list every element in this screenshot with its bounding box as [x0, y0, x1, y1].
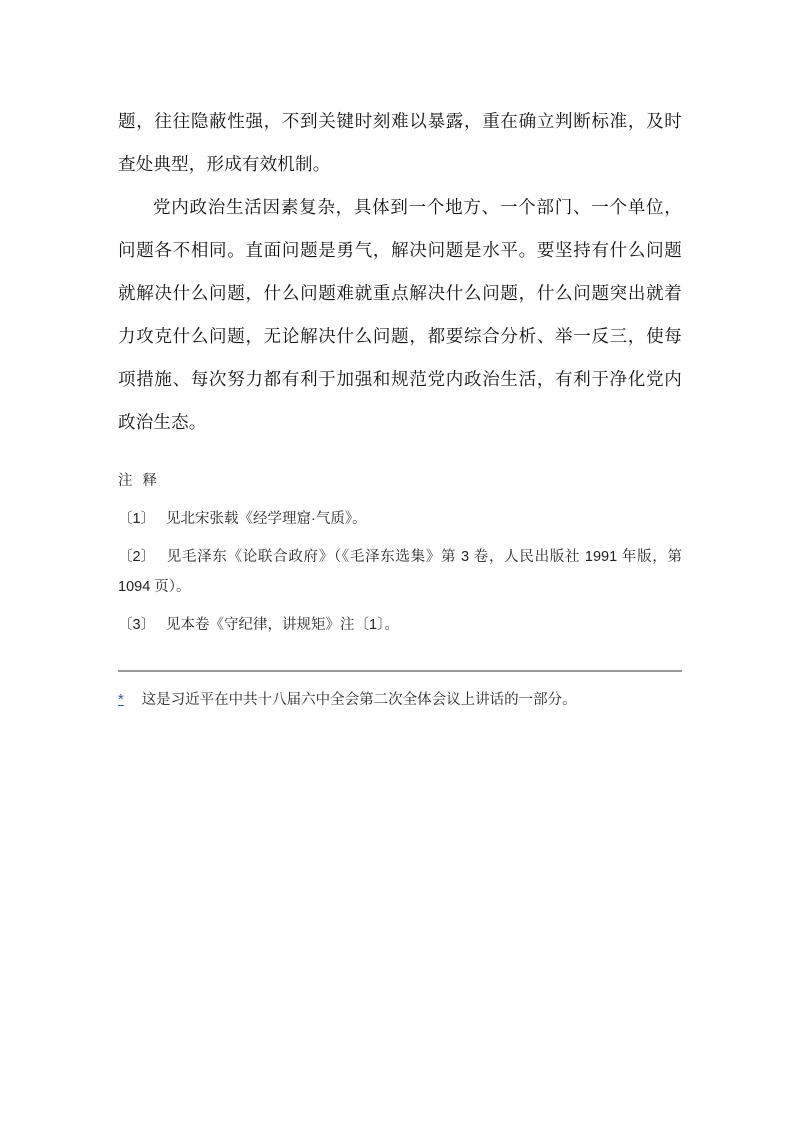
- footnote-divider: [118, 670, 682, 672]
- footnote-text: 这是习近平在中共十八届六中全会第二次全体会议上讲话的一部分。: [141, 692, 577, 708]
- note-item: [118, 610, 682, 640]
- note-marker: 〔3〕: [118, 617, 156, 633]
- note-marker: 〔2〕: [118, 549, 156, 565]
- paragraph-continuation: 题，往往隐蔽性强，不到关键时刻难以暴露，重在确立判断标准，及时查处典型，形成有效机制。: [118, 111, 682, 174]
- note-item: [118, 542, 682, 602]
- note-item: [118, 504, 682, 534]
- paragraph-main: 党内政治生活因素复杂，具体到一个地方、一个部门、一个单位，问题各不相同。直面问题是勇气，解决问题是水平。要坚持有什么问题就解决什么问题，什么问题难就重点解决什么问题，什么问题突出就着力攻克什么问题，无论解决什么问题，都要综合分析、举一反三，使每项措施、每次努力都有利于加强和规范党内政治生活，有利于净化党内政治生态。: [118, 197, 682, 432]
- note-text: 见毛泽东《论联合政府》（《毛泽东选集》第 3 卷，人民出版社 1991 年版，第 1094 页）。: [118, 549, 682, 595]
- note-text: 见北宋张载《经学理窟·气质》。: [166, 511, 367, 527]
- note-text: 见本卷《守纪律，讲规矩》注〔1〕。: [166, 617, 399, 633]
- footnote: [118, 686, 682, 714]
- notes-heading: 注 释: [118, 473, 161, 489]
- footnote-marker[interactable]: *: [118, 692, 124, 708]
- note-marker: 〔1〕: [118, 511, 156, 527]
